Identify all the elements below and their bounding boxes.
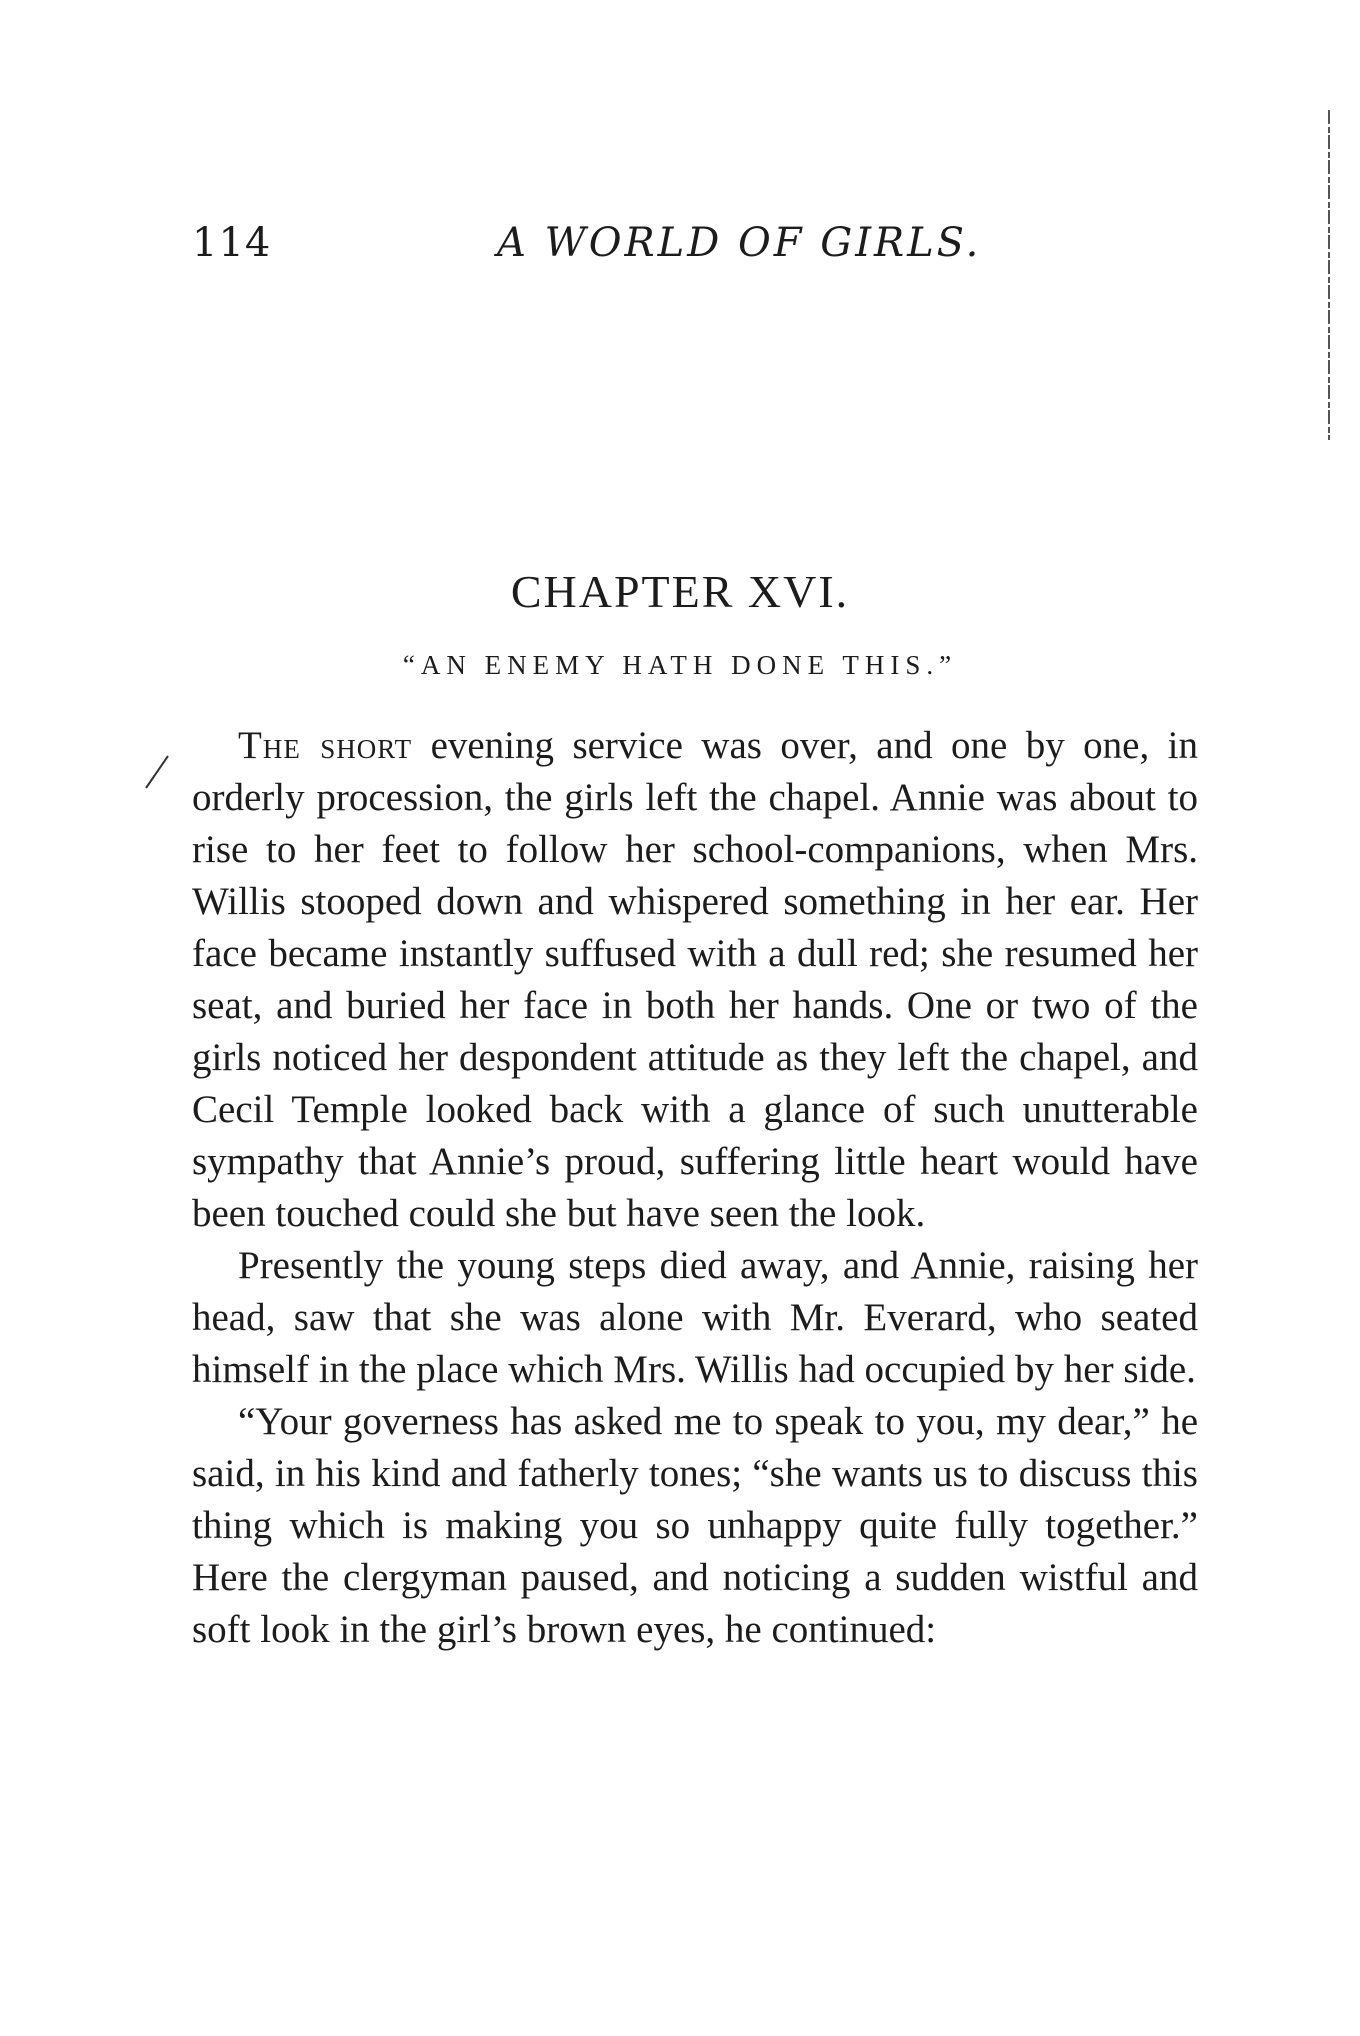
page-number: 114 [192, 220, 272, 266]
pencil-margin-mark [142, 752, 172, 792]
paragraph-lead: The short [238, 724, 413, 767]
chapter-body [192, 720, 1198, 1656]
paragraph-1 [192, 720, 1198, 1240]
chapter-subtitle: “AN ENEMY HATH DONE THIS.” [402, 650, 958, 680]
paragraph-text: evening service was over, and one by one, in orderly procession, the girls left the chapel. Annie was about to rise to her feet to follow her school-companions, when Mrs. Willis stooped down and whispered something in her ear. Her face became instantly suffused with a dull red; she resumed her seat, and buried her face in both her hands. One or two of the girls noticed her despondent attitude as they left the chapel, and Cecil Temple looked back with a glance of such unutterable sympathy that Annie’s proud, suffering little heart would have been touched could she but have seen the look. [192, 724, 1198, 1235]
page-edge-shadow [1326, 110, 1332, 440]
page-header [192, 220, 1192, 280]
paragraph-3: “Your governess has asked me to speak to you, my dear,” he said, in his kind and fatherly tones; “she wants us to discuss this thing which is making you so unhappy quite fully together.” Here the clergyman paused, and noticing a sudden wistful and soft look in the girl’s brown eyes, he continued: [192, 1400, 1198, 1651]
chapter-title: CHAPTER XVI. [510, 566, 850, 617]
paragraph-2: Presently the young steps died away, and Annie, raising her head, saw that she was alone with Mr. Everard, who seated himself in the place which Mrs. Willis had occupied by her side. [192, 1244, 1198, 1391]
running-title: A WORLD OF GIRLS. [497, 220, 982, 266]
